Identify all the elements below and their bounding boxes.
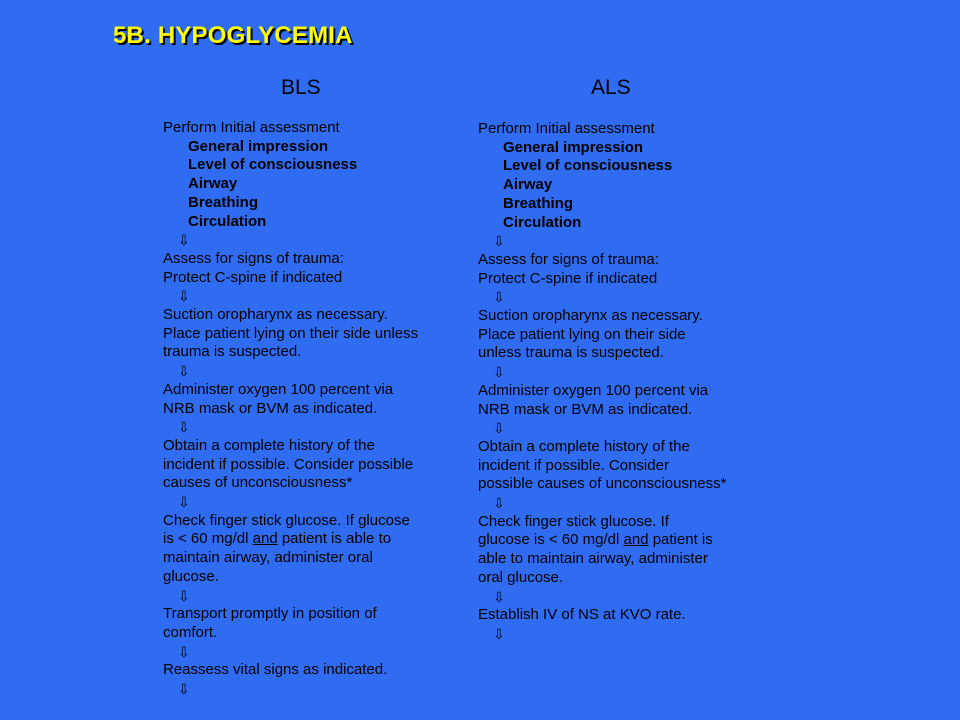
bls-heading: BLS [281, 76, 321, 99]
als-initial-assessment: Perform Initial assessment [478, 120, 655, 137]
als-trauma-line-1: Assess for signs of trauma: [478, 250, 659, 268]
bls-trauma-line-2: Protect C-spine if indicated [163, 268, 343, 286]
als-sub-breathing: Breathing [503, 194, 574, 212]
als-suction-line-2: Place patient lying on their side [478, 325, 686, 343]
als-glucose-line-3: able to maintain airway, administer [478, 550, 708, 568]
down-arrow-icon: ⇩ [178, 288, 190, 305]
als-oxygen-line-1: Administer oxygen 100 percent via [478, 381, 709, 399]
bls-sub-airway: Airway [188, 175, 238, 193]
bls-column [163, 119, 418, 699]
bls-suction-line-3: trauma is suspected. [163, 343, 302, 361]
bls-sub-level-of-consciousness: Level of consciousness [188, 156, 358, 174]
down-arrow-icon: ⇩ [178, 419, 190, 436]
als-history-line-2: incident if possible. Consider [478, 456, 669, 474]
als-heading: ALS [591, 76, 631, 99]
down-arrow-icon: ⇩ [493, 625, 505, 642]
bls-suction-line-1: Suction oropharynx as necessary. [163, 306, 388, 323]
als-suction-line-3: unless trauma is suspected. [478, 344, 664, 362]
down-arrow-icon: ⇩ [493, 233, 505, 250]
down-arrow-icon: ⇩ [493, 588, 505, 605]
als-glucose-line-2 [478, 531, 726, 550]
slide-title: 5B. HYPOGLYCEMIA [113, 22, 353, 49]
bls-trauma-line-1: Assess for signs of trauma: [163, 249, 344, 267]
bls-glucose-post: patient is able to [277, 530, 392, 548]
bls-glucose-line-1: Check finger stick glucose. If glucose [163, 511, 410, 529]
down-arrow-icon: ⇩ [178, 363, 190, 380]
als-sub-level-of-consciousness: Level of consciousness [503, 157, 673, 175]
bls-sub-breathing: Breathing [188, 193, 259, 211]
bls-history-line-1: Obtain a complete history of the [163, 436, 375, 454]
bls-history-line-3: causes of unconsciousness* [163, 474, 353, 492]
als-suction-line-1: Suction oropharynx as necessary. [478, 307, 703, 324]
bls-initial-assessment: Perform Initial assessment [163, 119, 340, 136]
down-arrow-icon: ⇩ [493, 495, 505, 511]
bls-sub-general-impression: General impression [188, 137, 329, 155]
als-oxygen-line-2: NRB mask or BVM as indicated. [478, 400, 693, 418]
als-iv: Establish IV of NS at KVO rate. [478, 606, 686, 624]
als-history-line-3: possible causes of unconsciousness* [478, 475, 727, 493]
bls-glucose-and: and [252, 530, 278, 548]
bls-oxygen-line-1: Administer oxygen 100 percent via [163, 380, 394, 398]
down-arrow-icon: ⇩ [493, 289, 505, 306]
bls-oxygen-line-2: NRB mask or BVM as indicated. [163, 399, 378, 417]
down-arrow-icon: ⇩ [178, 680, 190, 697]
als-glucose-pre: glucose is < 60 mg/dl [478, 531, 624, 549]
als-glucose-line-4: oral glucose. [478, 568, 564, 586]
als-sub-circulation: Circulation [503, 213, 582, 231]
down-arrow-icon: ⇩ [493, 420, 505, 437]
bls-suction-line-2: Place patient lying on their side unless [163, 324, 419, 342]
als-column [478, 120, 726, 644]
down-arrow-icon: ⇩ [178, 587, 190, 604]
bls-glucose-pre: is < 60 mg/dl [163, 530, 253, 548]
bls-transport-line-2: comfort. [163, 623, 218, 641]
bls-glucose-line-2 [163, 530, 418, 549]
bls-transport-line-1: Transport promptly in position of [163, 605, 377, 623]
als-trauma-line-2: Protect C-spine if indicated [478, 269, 658, 287]
bls-glucose-line-4: glucose. [163, 567, 219, 585]
als-history-line-1: Obtain a complete history of the [478, 437, 690, 455]
als-glucose-line-1: Check finger stick glucose. If [478, 512, 669, 530]
down-arrow-icon: ⇩ [178, 494, 190, 510]
down-arrow-icon: ⇩ [493, 364, 505, 381]
down-arrow-icon: ⇩ [178, 643, 190, 660]
als-sub-general-impression: General impression [503, 138, 644, 156]
als-glucose-and: and [623, 531, 649, 549]
als-glucose-post: patient is [648, 531, 713, 549]
bls-history-line-2: incident if possible. Consider possible [163, 455, 414, 473]
bls-sub-circulation: Circulation [188, 212, 267, 230]
bls-reassess: Reassess vital signs as indicated. [163, 661, 388, 679]
bls-glucose-line-3: maintain airway, administer oral [163, 549, 373, 567]
down-arrow-icon: ⇩ [178, 232, 190, 249]
als-sub-airway: Airway [503, 176, 553, 194]
